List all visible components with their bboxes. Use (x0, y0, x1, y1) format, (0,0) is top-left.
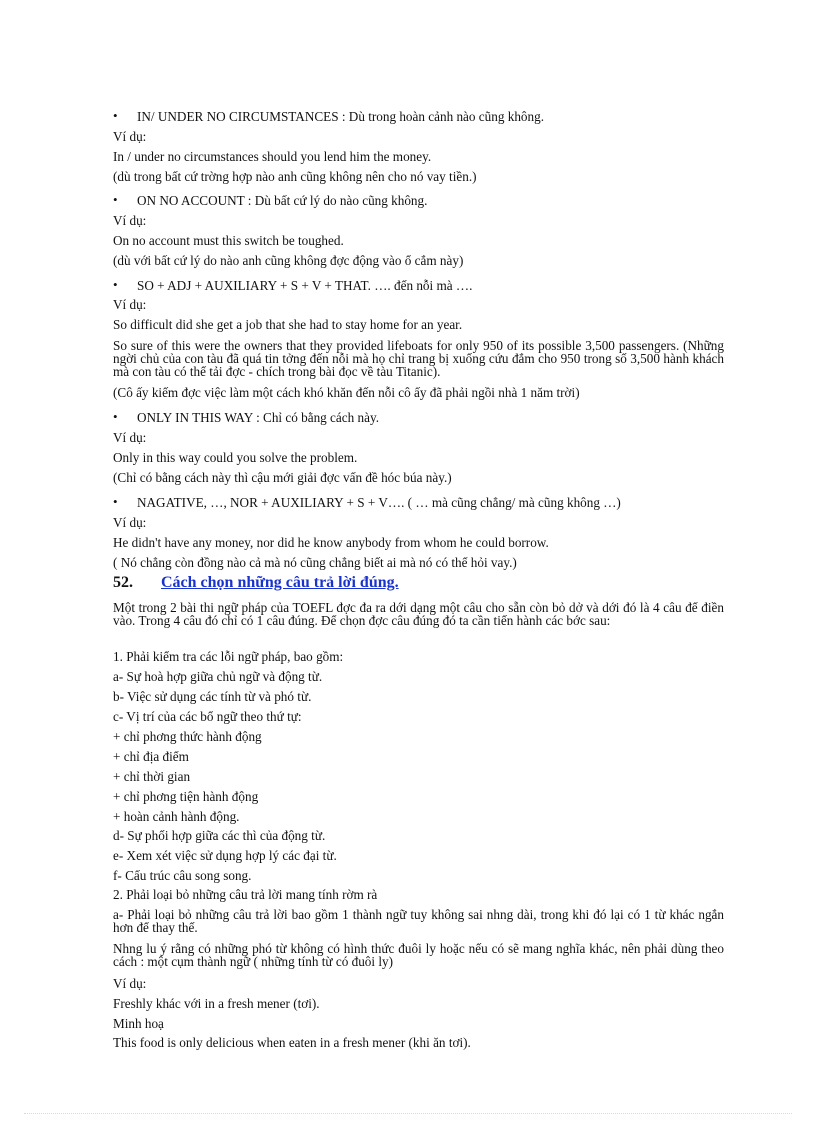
section-number: 52. (113, 574, 133, 591)
step-two: 2. Phải loại bỏ những câu trả lời mang tính rờm rà (113, 887, 378, 902)
step-subitem: + chỉ phơng thức hành động (113, 729, 262, 744)
example-label: Ví dụ: (113, 297, 147, 312)
example-sentence: Freshly khác với in a fresh mener (tơi). (113, 996, 320, 1011)
example-sentence: So difficult did she get a job that she had to stay home for an year. (113, 317, 463, 332)
step-item: b- Việc sử dụng các tính từ và phó từ. (113, 689, 312, 704)
step-subitem: + hoàn cảnh hành động. (113, 809, 240, 824)
bullet-item-only-in-this-way: ONLY IN THIS WAY : Chỉ có bằng cách này. (137, 410, 379, 425)
bullet-item-under-no-circumstances: IN/ UNDER NO CIRCUMSTANCES : Dù trong hoàn cảnh nào cũng không. (137, 109, 544, 124)
example-label: Ví dụ: (113, 515, 147, 530)
example-sentence: He didn't have any money, nor did he know anybody from whom he could borrow. (113, 535, 549, 550)
bullet-icon: • (113, 108, 118, 123)
example-label: Ví dụ: (113, 430, 147, 445)
example-translation: (Chỉ có bằng cách này thì cậu mới giải đợc vấn đề hóc búa này.) (113, 470, 452, 485)
step-item: e- Xem xét việc sử dụng hợp lý các đại từ. (113, 848, 337, 863)
example-sentence: On no account must this switch be toughed. (113, 233, 344, 248)
bullet-icon: • (113, 409, 118, 424)
step-subitem: + chỉ thời gian (113, 769, 191, 784)
example-translation: (Cô ấy kiếm đợc việc làm một cách khó khăn đến nỗi cô ấy đã phải ngồi nhà 1 năm trời) (113, 385, 580, 400)
page-bottom-rule (24, 1113, 792, 1114)
example-label: Ví dụ: (113, 976, 147, 991)
bullet-item-negative-nor: NAGATIVE, …, NOR + AUXILIARY + S + V…. ( … mà cũng chẳng/ mà cũng không …) (137, 495, 621, 510)
illustration-label: Minh hoạ (113, 1016, 164, 1031)
example-translation: ( Nó chẳng còn đồng nào cả mà nó cũng chẳng biết ai mà nó có thể hỏi vay.) (113, 555, 517, 570)
step-item: c- Vị trí của các bổ ngữ theo thứ tự: (113, 709, 302, 724)
bullet-icon: • (113, 277, 118, 292)
example-translation: (dù với bất cứ lý do nào anh cũng không đợc động vào ổ cắm này) (113, 253, 464, 268)
step-subitem: + chỉ phơng tiện hành động (113, 789, 259, 804)
step-item: f- Cấu trúc câu song song. (113, 868, 252, 883)
step-item: d- Sự phối hợp giữa các thì của động từ. (113, 828, 326, 843)
note-paragraph: Nhng lu ý rằng có những phó từ không có hình thức đuôi ly hoặc nếu có sẽ mang nghĩa khác, nên phải dùng theo cách : một cụm thành ngữ ( những tính từ có đuôi ly) (113, 941, 724, 969)
bullet-icon: • (113, 494, 118, 509)
step-item: a- Sự hoà hợp giữa chủ ngữ và động từ. (113, 669, 323, 684)
example-sentence: In / under no circumstances should you lend him the money. (113, 149, 432, 164)
example-label: Ví dụ: (113, 129, 147, 144)
example-translation: (dù trong bất cứ trờng hợp nào anh cũng không nên cho nó vay tiền.) (113, 169, 477, 184)
step-subitem: + chỉ địa điểm (113, 749, 189, 764)
intro-paragraph: Một trong 2 bài thi ngữ pháp của TOEFL đợc đa ra dới dạng một câu cho sẵn còn bỏ dở và dới đó là 4 câu để điền vào. Trong 4 câu đó chỉ có 1 câu đúng. Để chọn đợc câu đúng đó ta cần tiến hành các bớc sau: (113, 600, 724, 628)
example-paragraph-titanic: So sure of this were the owners that they provided lifeboats for only 950 of its possible 3,500 passengers. (Những ngời chủ của con tàu đã quá tin tởng đến nỗi mà họ chỉ trang bị xuống cứu đắm cho 950 trong số 3,500 hành khách mà con tàu có thể tải đợc - chích trong bài đọc về tàu Titanic). (113, 338, 724, 379)
example-sentence: This food is only delicious when eaten in a fresh mener (khi ăn tơi). (113, 1035, 471, 1050)
step-two-paragraph: a- Phải loại bỏ những câu trả lời bao gồm 1 thành ngữ tuy không sai nhng dài, trong khi đó lại có 1 từ khác ngắn hơn để thay thế. (113, 907, 724, 935)
example-label: Ví dụ: (113, 213, 147, 228)
example-sentence: Only in this way could you solve the problem. (113, 450, 358, 465)
bullet-item-on-no-account: ON NO ACCOUNT : Dù bất cứ lý do nào cũng không. (137, 193, 428, 208)
step-one: 1. Phải kiểm tra các lỗi ngữ pháp, bao gồm: (113, 649, 344, 664)
bullet-item-so-adj-auxiliary: SO + ADJ + AUXILIARY + S + V + THAT. …. đến nỗi mà …. (137, 278, 473, 293)
bullet-icon: • (113, 192, 118, 207)
section-title-link[interactable]: Cách chọn những câu trả lời đúng. (161, 574, 399, 591)
